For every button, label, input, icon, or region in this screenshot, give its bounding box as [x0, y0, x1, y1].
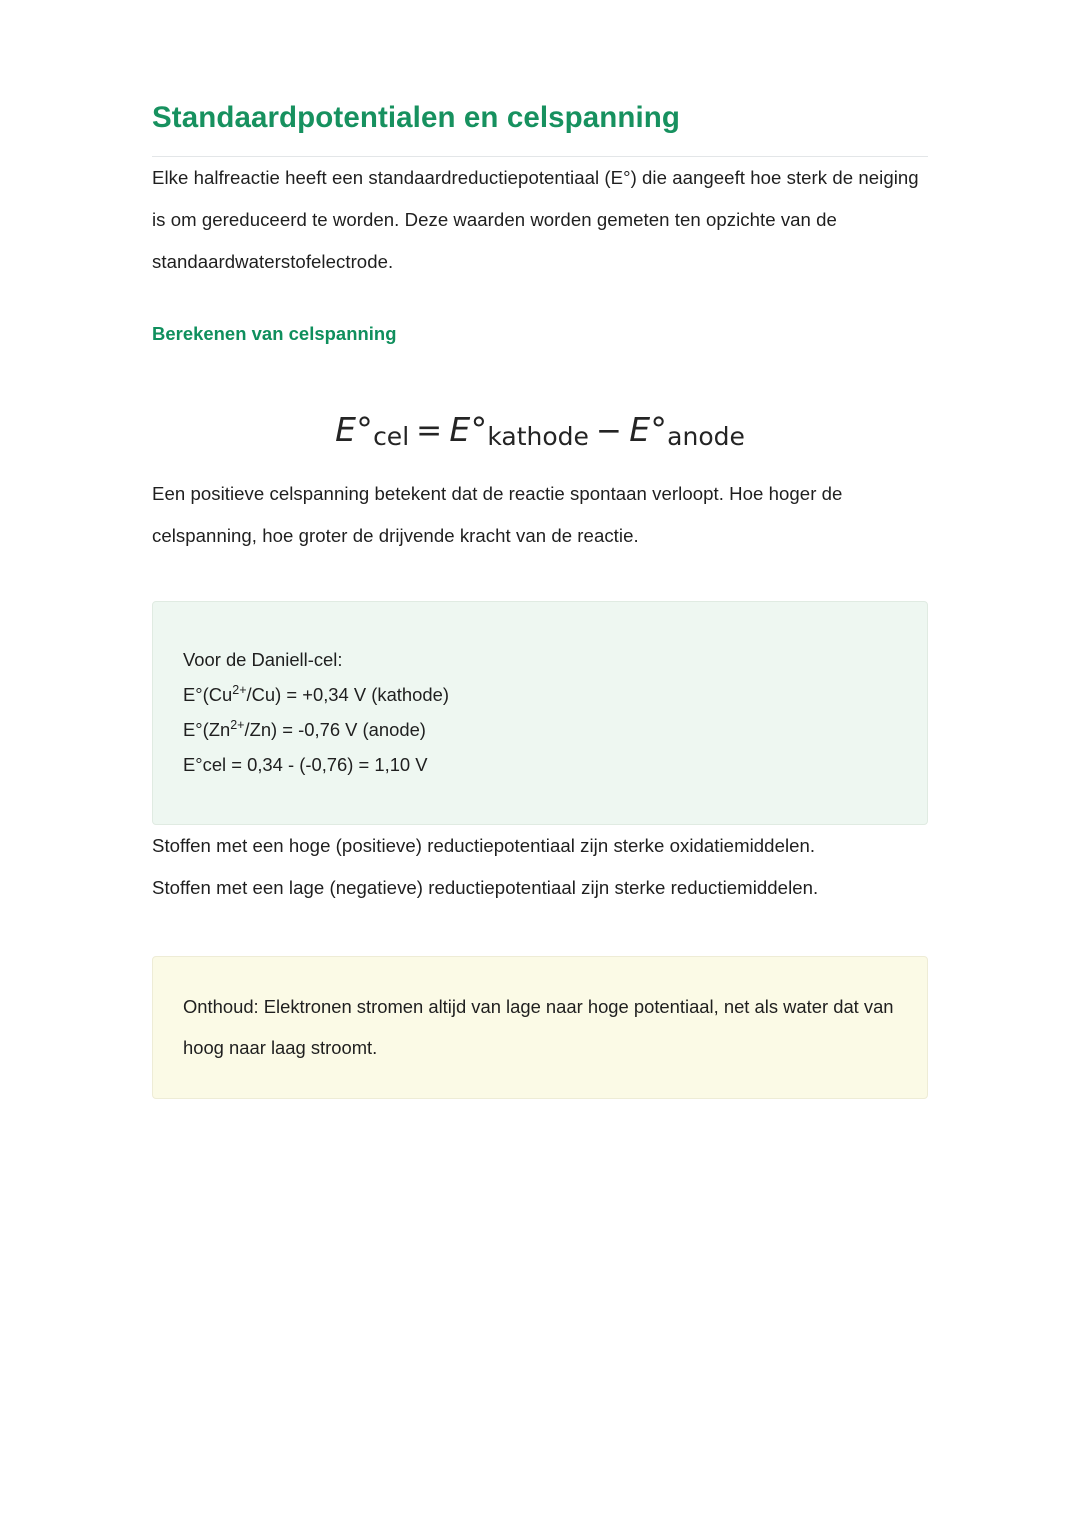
copper-charge: 2+: [232, 682, 247, 697]
remember-text: Onthoud: Elektronen stromen altijd van lage naar hoge potentiaal, net als water dat van hoog naar laag stroomt.: [183, 995, 894, 1058]
example-line-zinc: [183, 712, 897, 747]
formula-lhs-subscript: cel: [373, 422, 410, 452]
page-title: Standaardpotentialen en celspanning: [152, 101, 681, 134]
formula-block: [152, 387, 928, 473]
copper-suffix: /Cu) = +0,34 V (kathode): [246, 683, 449, 705]
example-callout-box: [152, 601, 928, 825]
example-line-copper: [183, 677, 897, 712]
document-content: [152, 0, 928, 1099]
formula-anode-variable: E°: [629, 410, 668, 450]
intro-paragraph: Elke halfreactie heeft een standaardreductiepotentiaal (E°) die aangeeft hoe sterk de neiging is om gereduceerd te worden. Deze waarden worden gemeten ten opzichte van de standaardwaterstofelectrode.: [152, 166, 919, 272]
spontaneity-paragraph: Een positieve celspanning betekent dat de reactie spontaan verloopt. Hoe hoger de celspanning, hoe groter de drijvende kracht van de reactie.: [152, 482, 843, 546]
section-heading-berekenen: Berekenen van celspanning: [152, 322, 397, 344]
zinc-charge: 2+: [230, 717, 245, 732]
oxidizing-agents-line: Stoffen met een hoge (positieve) reductiepotentiaal zijn sterke oxidatiemiddelen.: [152, 834, 816, 856]
remember-callout-box: [152, 956, 928, 1099]
example-line-result: E°cel = 0,34 - (-0,76) = 1,10 V: [183, 753, 428, 775]
agents-paragraph: [152, 825, 928, 909]
reducing-agents-line: Stoffen met een lage (negatieve) reductiepotentiaal zijn sterke reductiemiddelen.: [152, 876, 819, 898]
zinc-suffix: /Zn) = -0,76 V (anode): [244, 718, 426, 740]
zinc-prefix: E°(Zn: [183, 718, 231, 740]
formula-minus-sign: −: [595, 413, 623, 450]
formula-equals-sign: =: [416, 413, 443, 450]
copper-prefix: E°(Cu: [183, 683, 233, 705]
formula-lhs-variable: E°: [335, 410, 374, 450]
formula-cathode-variable: E°: [449, 410, 488, 450]
formula-anode-subscript: anode: [667, 422, 745, 452]
cell-voltage-formula: [335, 410, 745, 452]
formula-cathode-subscript: kathode: [487, 422, 589, 452]
example-line-intro: Voor de Daniell-cel:: [183, 648, 343, 670]
